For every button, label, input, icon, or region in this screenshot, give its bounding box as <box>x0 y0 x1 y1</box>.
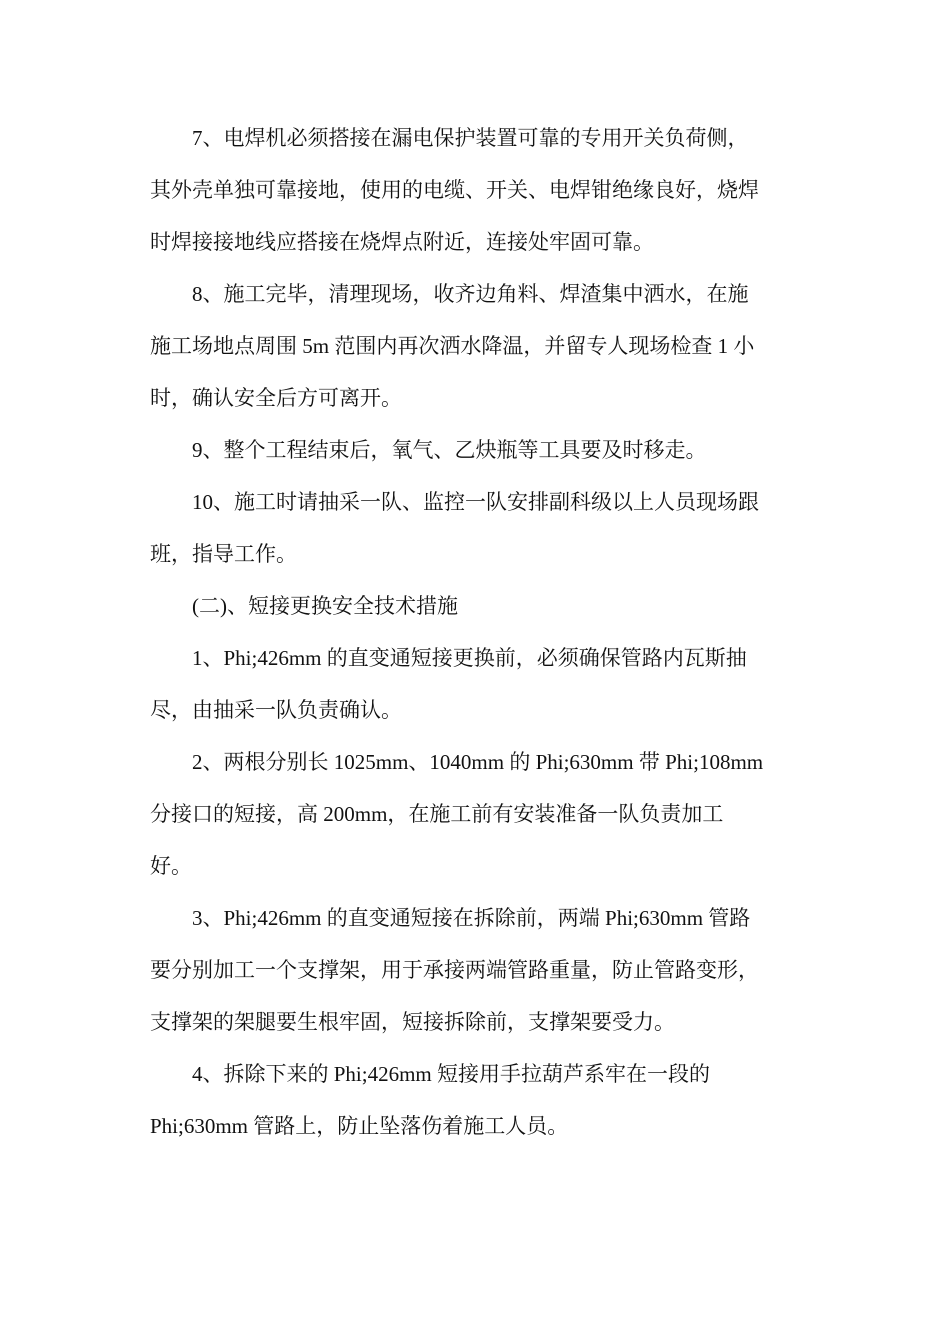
document-body <box>150 112 798 1152</box>
paragraph-line: 时焊接接地线应搭接在烧焊点附近，连接处牢固可靠。 <box>150 230 654 254</box>
paragraph-line: 4、拆除下来的 Phi;426mm 短接用手拉葫芦系牢在一段的 <box>192 1062 711 1086</box>
paragraph-item-9 <box>150 424 798 476</box>
paragraph-line: 1、Phi;426mm 的直变通短接更换前，必须确保管路内瓦斯抽 <box>192 646 747 670</box>
section-heading <box>150 580 798 632</box>
measure-item-2 <box>150 736 798 892</box>
paragraph-item-8 <box>150 268 798 424</box>
paragraph-line: 7、电焊机必须搭接在漏电保护装置可靠的专用开关负荷侧， <box>192 126 749 150</box>
paragraph-line: 好。 <box>150 854 192 878</box>
paragraph-line: Phi;630mm 管路上，防止坠落伤着施工人员。 <box>150 1114 569 1138</box>
paragraph-line: 3、Phi;426mm 的直变通短接在拆除前，两端 Phi;630mm 管路 <box>192 906 751 930</box>
paragraph-item-7 <box>150 112 798 268</box>
paragraph-line: 9、整个工程结束后，氧气、乙炔瓶等工具要及时移走。 <box>192 438 707 462</box>
measure-item-4 <box>150 1048 798 1152</box>
section-heading-text: (二)、短接更换安全技术措施 <box>192 594 458 618</box>
paragraph-line: 时，确认安全后方可离开。 <box>150 386 402 410</box>
paragraph-line: 10、施工时请抽采一队、监控一队安排副科级以上人员现场跟 <box>192 490 759 514</box>
paragraph-line: 8、施工完毕，清理现场，收齐边角料、焊渣集中洒水，在施 <box>192 282 749 306</box>
measure-item-1 <box>150 632 798 736</box>
paragraph-line: 2、两根分别长 1025mm、1040mm 的 Phi;630mm 带 Phi;108mm <box>192 750 764 774</box>
paragraph-line: 其外壳单独可靠接地，使用的电缆、开关、电焊钳绝缘良好，烧焊 <box>150 178 759 202</box>
paragraph-line: 要分别加工一个支撑架，用于承接两端管路重量，防止管路变形， <box>150 958 759 982</box>
paragraph-line: 尽，由抽采一队负责确认。 <box>150 698 402 722</box>
paragraph-item-10 <box>150 476 798 580</box>
paragraph-line: 分接口的短接，高 200mm，在施工前有安装准备一队负责加工 <box>150 802 724 826</box>
paragraph-line: 班，指导工作。 <box>150 542 297 566</box>
paragraph-line: 施工场地点周围 5m 范围内再次洒水降温，并留专人现场检查 1 小 <box>150 334 755 358</box>
paragraph-line: 支撑架的架腿要生根牢固，短接拆除前，支撑架要受力。 <box>150 1010 675 1034</box>
measure-item-3 <box>150 892 798 1048</box>
